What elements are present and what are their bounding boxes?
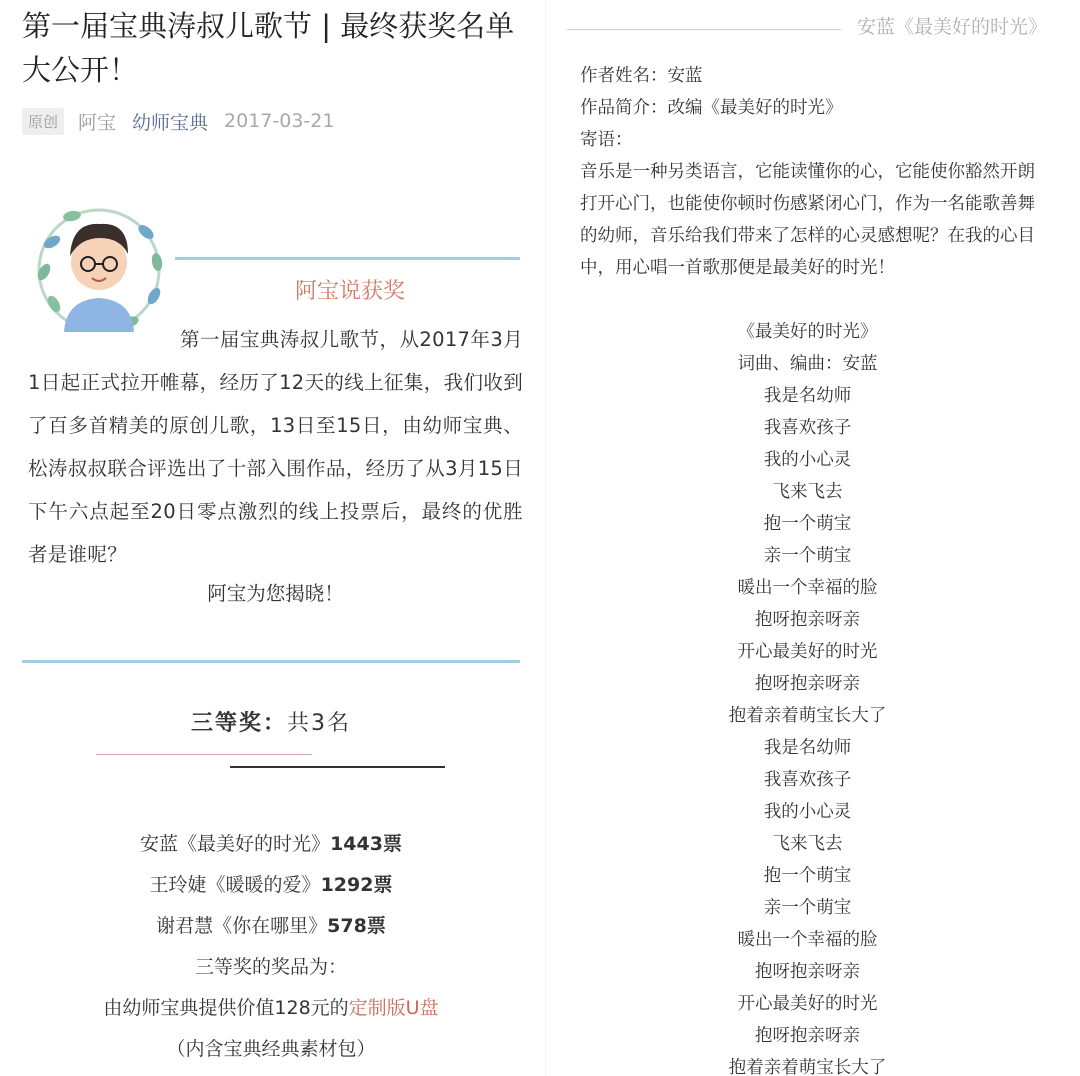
heading-underline [96,754,312,755]
lyric-line: 抱呀抱亲呀亲 [755,610,860,630]
prize-note: （内含宝典经典素材包） [166,1038,376,1060]
intro-paragraph: 第一届宝典涛叔儿歌节，从2017年3月1日起正式拉开帷幕，经历了12天的线上征集，我们收到了百多首精美的原创儿歌，13日至15日，由幼师宝典、松涛叔叔联合评选出了十部入围作品，经历了从3月15日下午六点起至20日零点激烈的线上投票后，最终的优胜者是谁呢？ [28,328,523,566]
lyric-line: 我喜欢孩子 [763,418,852,438]
publish-date: 2017-03-21 [224,110,335,132]
list-item: 王玲婕《暖暖的爱》1292票 [149,874,393,896]
lyric-line: 抱呀抱亲呀亲 [755,962,860,982]
right-panel [545,0,1080,1076]
reveal-text: 阿宝为您揭晓！ [207,582,344,605]
lyric-line: 抱着亲着萌宝长大了 [728,1058,887,1076]
author-name: 阿宝 [78,111,117,134]
lyric-line: 我的小心灵 [763,450,852,470]
third-prize-heading [22,706,520,737]
lyric-line: 亲一个萌宝 [763,546,852,566]
account-link[interactable]: 幼师宝典 [132,111,209,134]
lyric-line: 我是名幼师 [763,386,852,406]
article-title: 第一届宝典涛叔儿歌节 | 最终获奖名单大公开！ [22,9,515,87]
message-label: 寄语： [580,130,633,150]
lyrics-list [580,316,1035,1076]
list-item: 安蓝《最美好的时光》1443票 [140,833,402,855]
lyric-line: 抱呀抱亲呀亲 [755,674,860,694]
lyric-line: 我是名幼师 [763,738,852,758]
song-header-title: 安蓝《最美好的时光》 [856,16,1047,38]
lyric-line: 我的小心灵 [763,802,852,822]
lyric-line: 开心最美好的时光 [737,994,878,1014]
prize-item: 定制版U盘 [348,997,439,1019]
winner-list [22,824,520,1070]
author-line: 作者姓名：安蓝 [580,66,703,86]
header-rule [567,29,841,30]
song-info [580,60,1035,284]
prize-description: 由幼师宝典提供价值128元的定制版U盘 [103,997,439,1019]
prize-label: 三等奖： [190,711,287,736]
section-divider [175,257,520,260]
lyric-line: 抱一个萌宝 [763,866,852,886]
message-text: 音乐是一种另类语言，它能读懂你的心，它能使你豁然开朗打开心门，也能使你顿时伤感紧闭心门，作为一名能歌善舞的幼师，音乐给我们带来了怎样的心灵感想呢？在我的心目中，用心唱一首歌那便是最美好的时光！ [580,162,1035,278]
lyric-line: 暖出一个幸福的脸 [737,578,878,598]
lyric-line: 抱一个萌宝 [763,514,852,534]
list-item: 谢君慧《你在哪里》578票 [156,915,386,937]
lyric-line: 《最美好的时光》 [737,322,878,342]
lyric-line: 抱着亲着萌宝长大了 [728,706,887,726]
lyric-line: 飞来飞去 [772,834,843,854]
lyric-line: 飞来飞去 [772,482,843,502]
lyric-line: 抱呀抱亲呀亲 [755,1026,860,1046]
lyric-line: 暖出一个幸福的脸 [737,930,878,950]
lyric-line: 词曲、编曲：安蓝 [737,354,878,374]
lyric-line: 我喜欢孩子 [763,770,852,790]
lyric-line: 亲一个萌宝 [763,898,852,918]
section-divider [22,660,520,663]
original-badge: 原创 [22,108,64,135]
prize-intro: 三等奖的奖品为： [194,956,347,978]
song-header [567,12,1047,39]
article-meta [22,106,334,136]
heading-underline [230,766,445,768]
intro-line: 作品简介：改编《最美好的时光》 [580,98,843,118]
prize-count: 共3名 [287,711,351,736]
lyric-line: 开心最美好的时光 [737,642,878,662]
section-title: 阿宝说获奖 [294,279,405,304]
